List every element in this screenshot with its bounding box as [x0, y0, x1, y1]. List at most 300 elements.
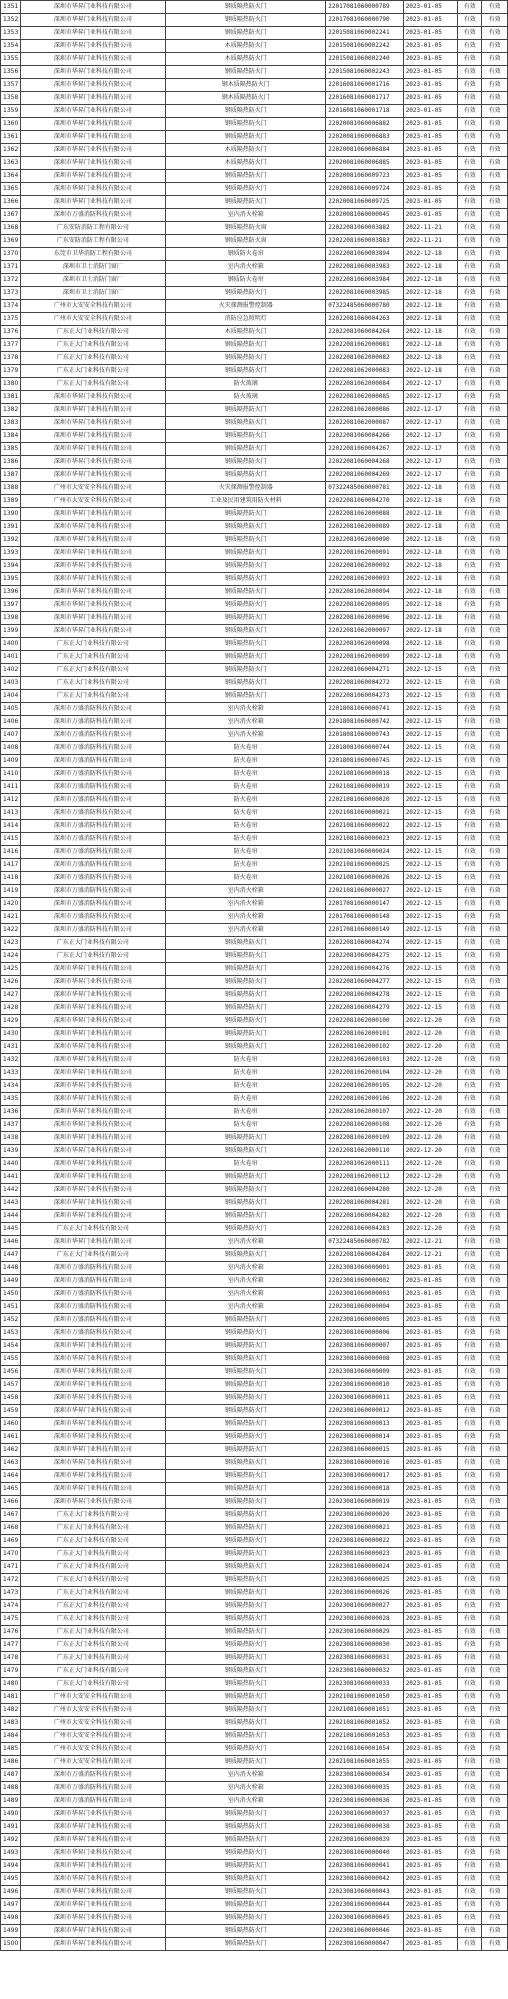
- table-row: [1, 1717, 508, 1730]
- note-cell: 有效: [482, 963, 508, 976]
- row-number: 1441: [1, 1171, 21, 1184]
- row-number: 1464: [1, 1470, 21, 1483]
- company-name: 深圳市华昇门业科技有限公司: [20, 599, 166, 612]
- status-cell: 有效: [458, 339, 482, 352]
- issue-date: 2023-01-05: [403, 1327, 458, 1340]
- note-cell: 有效: [482, 768, 508, 781]
- row-number: 1474: [1, 1600, 21, 1613]
- product-name: 钢质隔热防火门: [166, 963, 326, 976]
- company-name: 深圳市华昇门业科技有限公司: [20, 1067, 166, 1080]
- status-cell: 有效: [458, 456, 482, 469]
- product-name: 防火卷帘: [166, 1106, 326, 1119]
- note-cell: 有效: [482, 586, 508, 599]
- product-name: 防火卷帘: [166, 1054, 326, 1067]
- note-cell: 有效: [482, 222, 508, 235]
- company-name: 深圳市华昇门业科技有限公司: [20, 1080, 166, 1093]
- company-name: 深圳市万盛消防科技有限公司: [20, 820, 166, 833]
- issue-date: 2022-12-18: [403, 586, 458, 599]
- issue-date: 2023-01-05: [403, 1886, 458, 1899]
- row-number: 1427: [1, 989, 21, 1002]
- table-row: [1, 1496, 508, 1509]
- table-row: [1, 911, 508, 924]
- row-number: 1414: [1, 820, 21, 833]
- row-number: 1434: [1, 1080, 21, 1093]
- product-name: 防火卷帘: [166, 807, 326, 820]
- certificate-code: 22023081060000035: [326, 1782, 403, 1795]
- product-name: 防火卷帘: [166, 820, 326, 833]
- company-name: 深圳市万盛消防科技有限公司: [20, 1769, 166, 1782]
- company-name: 深圳市华昇门业科技有限公司: [20, 1210, 166, 1223]
- company-name: 广东正大门业科技有限公司: [20, 1574, 166, 1587]
- note-cell: 有效: [482, 755, 508, 768]
- certificate-code: 22023081060000038: [326, 1821, 403, 1834]
- note-cell: 有效: [482, 508, 508, 521]
- product-name: 钢质隔热防火门: [166, 1041, 326, 1054]
- product-name: 钢质隔热防火门: [166, 937, 326, 950]
- issue-date: 2022-12-18: [403, 625, 458, 638]
- table-row: [1, 794, 508, 807]
- note-cell: 有效: [482, 1873, 508, 1886]
- status-cell: 有效: [458, 508, 482, 521]
- status-cell: 有效: [458, 885, 482, 898]
- table-row: [1, 1730, 508, 1743]
- issue-date: 2023-01-05: [403, 1899, 458, 1912]
- certificate-code: 22023081060000046: [326, 1925, 403, 1938]
- note-cell: 有效: [482, 1704, 508, 1717]
- product-name: 钢质隔热防火门: [166, 1548, 326, 1561]
- product-name: 防火卷帘: [166, 1119, 326, 1132]
- row-number: 1446: [1, 1236, 21, 1249]
- note-cell: 有效: [482, 1769, 508, 1782]
- product-name: 防火卷帘: [166, 1080, 326, 1093]
- issue-date: 2023-01-05: [403, 1470, 458, 1483]
- note-cell: 有效: [482, 339, 508, 352]
- status-cell: 有效: [458, 469, 482, 482]
- company-name: 广东正大门业科技有限公司: [20, 1548, 166, 1561]
- table-row: [1, 924, 508, 937]
- company-name: 深圳市万盛消防科技有限公司: [20, 755, 166, 768]
- table-row: [1, 742, 508, 755]
- issue-date: 2022-12-20: [403, 1119, 458, 1132]
- company-name: 广东正大门业科技有限公司: [20, 1509, 166, 1522]
- product-name: 钢质隔热防火门: [166, 1886, 326, 1899]
- company-name: 深圳市万盛消防科技有限公司: [20, 1262, 166, 1275]
- row-number: 1371: [1, 261, 21, 274]
- product-name: 钢质隔热防火门: [166, 1704, 326, 1717]
- issue-date: 2023-01-05: [403, 1834, 458, 1847]
- company-name: 深圳市华昇门业科技有限公司: [20, 1431, 166, 1444]
- certificate-code: 22022081060004267: [326, 443, 403, 456]
- issue-date: 2023-01-05: [403, 1691, 458, 1704]
- note-cell: 有效: [482, 1483, 508, 1496]
- certificate-code: 22021081060000019: [326, 781, 403, 794]
- row-number: 1354: [1, 40, 21, 53]
- company-name: 深圳市华昇门业科技有限公司: [20, 560, 166, 573]
- issue-date: 2023-01-05: [403, 1444, 458, 1457]
- product-name: 防火玻璃: [166, 391, 326, 404]
- product-name: 钢质隔热防火门: [166, 1249, 326, 1262]
- note-cell: 有效: [482, 898, 508, 911]
- company-name: 广东正大门业科技有限公司: [20, 339, 166, 352]
- status-cell: 有效: [458, 1925, 482, 1938]
- certificate-code: 22021081060001052: [326, 1717, 403, 1730]
- issue-date: 2022-12-15: [403, 664, 458, 677]
- status-cell: 有效: [458, 1418, 482, 1431]
- company-name: 广州市大安安全科技有限公司: [20, 495, 166, 508]
- product-name: 防火卷帘: [166, 755, 326, 768]
- row-number: 1449: [1, 1275, 21, 1288]
- certificate-code: 22022081062000110: [326, 1145, 403, 1158]
- row-number: 1455: [1, 1353, 21, 1366]
- certificate-code: 22016081060001718: [326, 105, 403, 118]
- status-cell: 有效: [458, 1184, 482, 1197]
- issue-date: 2022-12-15: [403, 950, 458, 963]
- product-name: 室内消火栓箱: [166, 1301, 326, 1314]
- status-cell: 有效: [458, 326, 482, 339]
- note-cell: 有效: [482, 1158, 508, 1171]
- row-number: 1358: [1, 92, 21, 105]
- table-row: [1, 53, 508, 66]
- row-number: 1477: [1, 1639, 21, 1652]
- issue-date: 2023-01-05: [403, 144, 458, 157]
- product-name: 木质隔热防火门: [166, 40, 326, 53]
- table-row: [1, 66, 508, 79]
- issue-date: 2022-12-18: [403, 508, 458, 521]
- issue-date: 2023-01-05: [403, 1665, 458, 1678]
- issue-date: 2023-01-05: [403, 1730, 458, 1743]
- row-number: 1412: [1, 794, 21, 807]
- product-name: 钢质隔热防火门: [166, 1028, 326, 1041]
- company-name: 深圳市华昇门业科技有限公司: [20, 1041, 166, 1054]
- certificate-code: 22022081062000083: [326, 365, 403, 378]
- product-name: 钢质隔热防火门: [166, 170, 326, 183]
- company-name: 深圳市万盛消防科技有限公司: [20, 1327, 166, 1340]
- certificate-code: 22023081060000025: [326, 1574, 403, 1587]
- row-number: 1440: [1, 1158, 21, 1171]
- product-name: 室内消火栓箱: [166, 1782, 326, 1795]
- table-row: [1, 1327, 508, 1340]
- issue-date: 2023-01-05: [403, 1704, 458, 1717]
- certificate-code: 22017081060000149: [326, 924, 403, 937]
- row-number: 1405: [1, 703, 21, 716]
- issue-date: 2023-01-05: [403, 1418, 458, 1431]
- product-name: 钢质隔热防火门: [166, 1522, 326, 1535]
- certificate-code: 07322485060000782: [326, 1236, 403, 1249]
- note-cell: 有效: [482, 1444, 508, 1457]
- company-name: 深圳市华昇门业科技有限公司: [20, 1119, 166, 1132]
- row-number: 1431: [1, 1041, 21, 1054]
- table-row: [1, 612, 508, 625]
- issue-date: 2022-12-15: [403, 898, 458, 911]
- certificate-code: 22023081060000040: [326, 1847, 403, 1860]
- status-cell: 有效: [458, 1821, 482, 1834]
- certificate-code: 22022081062000087: [326, 417, 403, 430]
- certificate-code: 22022081062000099: [326, 651, 403, 664]
- note-cell: 有效: [482, 92, 508, 105]
- certificate-code: 22022081062000085: [326, 391, 403, 404]
- certificate-code: 22023081060000015: [326, 1444, 403, 1457]
- certificate-code: 22023081060000010: [326, 1379, 403, 1392]
- issue-date: 2023-01-05: [403, 40, 458, 53]
- company-name: 广东正大门业科技有限公司: [20, 365, 166, 378]
- issue-date: 2023-01-05: [403, 1509, 458, 1522]
- row-number: 1488: [1, 1782, 21, 1795]
- status-cell: 有效: [458, 1119, 482, 1132]
- note-cell: 有效: [482, 495, 508, 508]
- issue-date: 2023-01-05: [403, 1301, 458, 1314]
- company-name: 广州市大安安全科技有限公司: [20, 313, 166, 326]
- certificate-code: 22023081060000014: [326, 1431, 403, 1444]
- issue-date: 2023-01-05: [403, 1782, 458, 1795]
- company-name: 深圳市华昇门业科技有限公司: [20, 105, 166, 118]
- row-number: 1364: [1, 170, 21, 183]
- product-name: 钢质隔热防火门: [166, 118, 326, 131]
- product-name: 钢质隔热防火门: [166, 1912, 326, 1925]
- company-name: 深圳市华昇门业科技有限公司: [20, 443, 166, 456]
- certificate-code: 22022081062000108: [326, 1119, 403, 1132]
- row-number: 1487: [1, 1769, 21, 1782]
- table-row: [1, 1470, 508, 1483]
- status-cell: 有效: [458, 1808, 482, 1821]
- table-row: [1, 781, 508, 794]
- table-row: [1, 1145, 508, 1158]
- status-cell: 有效: [458, 1041, 482, 1054]
- note-cell: 有效: [482, 53, 508, 66]
- issue-date: 2022-12-18: [403, 287, 458, 300]
- status-cell: 有效: [458, 53, 482, 66]
- status-cell: 有效: [458, 534, 482, 547]
- note-cell: 有效: [482, 794, 508, 807]
- product-name: 钢质隔热防火门: [166, 183, 326, 196]
- status-cell: 有效: [458, 495, 482, 508]
- company-name: 深圳市华昇门业科技有限公司: [20, 1847, 166, 1860]
- table-row: [1, 872, 508, 885]
- table-row: [1, 1158, 508, 1171]
- note-cell: 有效: [482, 846, 508, 859]
- row-number: 1496: [1, 1886, 21, 1899]
- status-cell: 有效: [458, 1769, 482, 1782]
- issue-date: 2023-01-05: [403, 1483, 458, 1496]
- row-number: 1420: [1, 898, 21, 911]
- product-name: 钢质隔热防火门: [166, 1431, 326, 1444]
- row-number: 1386: [1, 456, 21, 469]
- table-row: [1, 443, 508, 456]
- certificate-code: 22023081060000002: [326, 1275, 403, 1288]
- table-row: [1, 1756, 508, 1769]
- company-name: 深圳市华昇门业科技有限公司: [20, 976, 166, 989]
- issue-date: 2022-12-20: [403, 1093, 458, 1106]
- company-name: 东莞市卫华消防工程有限公司: [20, 248, 166, 261]
- product-name: 钢质隔热防火门: [166, 430, 326, 443]
- company-name: 深圳市华昇门业科技有限公司: [20, 131, 166, 144]
- table-row: [1, 1600, 508, 1613]
- product-name: 钢质隔热防火门: [166, 1470, 326, 1483]
- company-name: 深圳市华昇门业科技有限公司: [20, 157, 166, 170]
- note-cell: 有效: [482, 1080, 508, 1093]
- company-name: 广东正大门业科技有限公司: [20, 638, 166, 651]
- status-cell: 有效: [458, 417, 482, 430]
- status-cell: 有效: [458, 1210, 482, 1223]
- status-cell: 有效: [458, 664, 482, 677]
- issue-date: 2022-12-15: [403, 872, 458, 885]
- company-name: 深圳市万盛消防科技有限公司: [20, 768, 166, 781]
- issue-date: 2022-12-17: [403, 469, 458, 482]
- table-row: [1, 14, 508, 27]
- issue-date: 2022-12-18: [403, 521, 458, 534]
- product-name: 钢质隔热防火门: [166, 547, 326, 560]
- table-row: [1, 235, 508, 248]
- row-number: 1498: [1, 1912, 21, 1925]
- product-name: 钢质隔热防火门: [166, 586, 326, 599]
- certificate-code: 22022081062000105: [326, 1080, 403, 1093]
- table-row: [1, 1366, 508, 1379]
- table-row: [1, 1574, 508, 1587]
- row-number: 1356: [1, 66, 21, 79]
- issue-date: 2022-12-15: [403, 885, 458, 898]
- company-name: 广州市大安安全科技有限公司: [20, 482, 166, 495]
- certificate-code: 22023081060000007: [326, 1340, 403, 1353]
- product-name: 钢质隔热防火门: [166, 1444, 326, 1457]
- table-row: [1, 1132, 508, 1145]
- note-cell: 有效: [482, 209, 508, 222]
- note-cell: 有效: [482, 1925, 508, 1938]
- certificate-code: 22018081060000745: [326, 755, 403, 768]
- note-cell: 有效: [482, 261, 508, 274]
- certificate-code: 22023081060000016: [326, 1457, 403, 1470]
- issue-date: 2022-12-18: [403, 313, 458, 326]
- row-number: 1352: [1, 14, 21, 27]
- note-cell: 有效: [482, 118, 508, 131]
- issue-date: 2023-01-05: [403, 1769, 458, 1782]
- issue-date: 2022-12-18: [403, 495, 458, 508]
- status-cell: 有效: [458, 391, 482, 404]
- certificate-code: 22022081060003882: [326, 222, 403, 235]
- issue-date: 2023-01-05: [403, 92, 458, 105]
- product-name: 室内消火栓箱: [166, 729, 326, 742]
- certificate-code: 22023081060000039: [326, 1834, 403, 1847]
- status-cell: 有效: [458, 1626, 482, 1639]
- company-name: 深圳市万盛消防科技有限公司: [20, 859, 166, 872]
- certificate-code: 22023081060000008: [326, 1353, 403, 1366]
- company-name: 深圳市华昇门业科技有限公司: [20, 1496, 166, 1509]
- note-cell: 有效: [482, 1093, 508, 1106]
- table-row: [1, 404, 508, 417]
- company-name: 深圳市万盛消防科技有限公司: [20, 209, 166, 222]
- product-name: 钢质隔热防火门: [166, 1860, 326, 1873]
- row-number: 1374: [1, 300, 21, 313]
- product-name: 钢质隔热防火门: [166, 1899, 326, 1912]
- product-name: 钢质隔热防火门: [166, 1613, 326, 1626]
- product-name: 钢质隔热防火门: [166, 1327, 326, 1340]
- issue-date: 2023-01-05: [403, 1873, 458, 1886]
- issue-date: 2023-01-05: [403, 1392, 458, 1405]
- table-row: [1, 105, 508, 118]
- certificate-code: 22022081060003894: [326, 248, 403, 261]
- certificate-code: 22023081060000023: [326, 1548, 403, 1561]
- note-cell: 有效: [482, 196, 508, 209]
- issue-date: 2023-01-05: [403, 183, 458, 196]
- note-cell: 有效: [482, 1912, 508, 1925]
- product-name: 钢质隔热防火门: [166, 677, 326, 690]
- table-row: [1, 716, 508, 729]
- issue-date: 2023-01-05: [403, 1756, 458, 1769]
- product-name: 钢质隔热防火门: [166, 404, 326, 417]
- certificate-code: 07322485060000781: [326, 482, 403, 495]
- issue-date: 2022-12-15: [403, 1002, 458, 1015]
- certificate-code: 22022081062000090: [326, 534, 403, 547]
- company-name: 广东正大门业科技有限公司: [20, 664, 166, 677]
- table-row: [1, 1808, 508, 1821]
- certificate-code: 22021081060000027: [326, 885, 403, 898]
- note-cell: 有效: [482, 287, 508, 300]
- certificate-code: 22023081060000044: [326, 1899, 403, 1912]
- certificate-code: 22020081060000045: [326, 209, 403, 222]
- status-cell: 有效: [458, 1483, 482, 1496]
- issue-date: 2023-01-05: [403, 1652, 458, 1665]
- row-number: 1380: [1, 378, 21, 391]
- product-name: 钢质隔热防火门: [166, 1756, 326, 1769]
- status-cell: 有效: [458, 1366, 482, 1379]
- certificate-code: 22022081060004277: [326, 976, 403, 989]
- row-number: 1452: [1, 1314, 21, 1327]
- row-number: 1476: [1, 1626, 21, 1639]
- company-name: 深圳市华昇门业科技有限公司: [20, 1912, 166, 1925]
- status-cell: 有效: [458, 1431, 482, 1444]
- row-number: 1444: [1, 1210, 21, 1223]
- row-number: 1453: [1, 1327, 21, 1340]
- table-row: [1, 183, 508, 196]
- note-cell: 有效: [482, 833, 508, 846]
- issue-date: 2022-12-20: [403, 1132, 458, 1145]
- company-name: 深圳市华昇门业科技有限公司: [20, 430, 166, 443]
- status-cell: 有效: [458, 1067, 482, 1080]
- product-name: 钢质隔热防火门: [166, 1457, 326, 1470]
- row-number: 1418: [1, 872, 21, 885]
- note-cell: 有效: [482, 664, 508, 677]
- note-cell: 有效: [482, 872, 508, 885]
- row-number: 1491: [1, 1821, 21, 1834]
- issue-date: 2022-12-18: [403, 352, 458, 365]
- certificate-code: 22020081060009723: [326, 170, 403, 183]
- certificate-code: 22020081060006882: [326, 118, 403, 131]
- note-cell: 有效: [482, 924, 508, 937]
- table-row: [1, 1119, 508, 1132]
- row-number: 1353: [1, 27, 21, 40]
- row-number: 1495: [1, 1873, 21, 1886]
- certificate-code: 22023081060000009: [326, 1366, 403, 1379]
- product-name: 钢质隔热防火门: [166, 1366, 326, 1379]
- company-name: 广州市大安安全科技有限公司: [20, 1756, 166, 1769]
- certificate-code: 22022081062000093: [326, 573, 403, 586]
- issue-date: 2023-01-05: [403, 1938, 458, 1951]
- note-cell: 有效: [482, 1249, 508, 1262]
- row-number: 1381: [1, 391, 21, 404]
- product-name: 钢木质隔热防火门: [166, 92, 326, 105]
- certificate-code: 22023081060000030: [326, 1639, 403, 1652]
- product-name: 钢质隔热防火门: [166, 1743, 326, 1756]
- row-number: 1372: [1, 274, 21, 287]
- note-cell: 有效: [482, 79, 508, 92]
- issue-date: 2022-12-18: [403, 248, 458, 261]
- company-name: 深圳市华昇门业科技有限公司: [20, 1145, 166, 1158]
- certificate-code: 22023081060000042: [326, 1873, 403, 1886]
- status-cell: 有效: [458, 1275, 482, 1288]
- product-name: 钢质隔热防火门: [166, 339, 326, 352]
- certificate-code: 22022081060004280: [326, 1184, 403, 1197]
- row-number: 1351: [1, 1, 21, 14]
- row-number: 1394: [1, 560, 21, 573]
- status-cell: 有效: [458, 1158, 482, 1171]
